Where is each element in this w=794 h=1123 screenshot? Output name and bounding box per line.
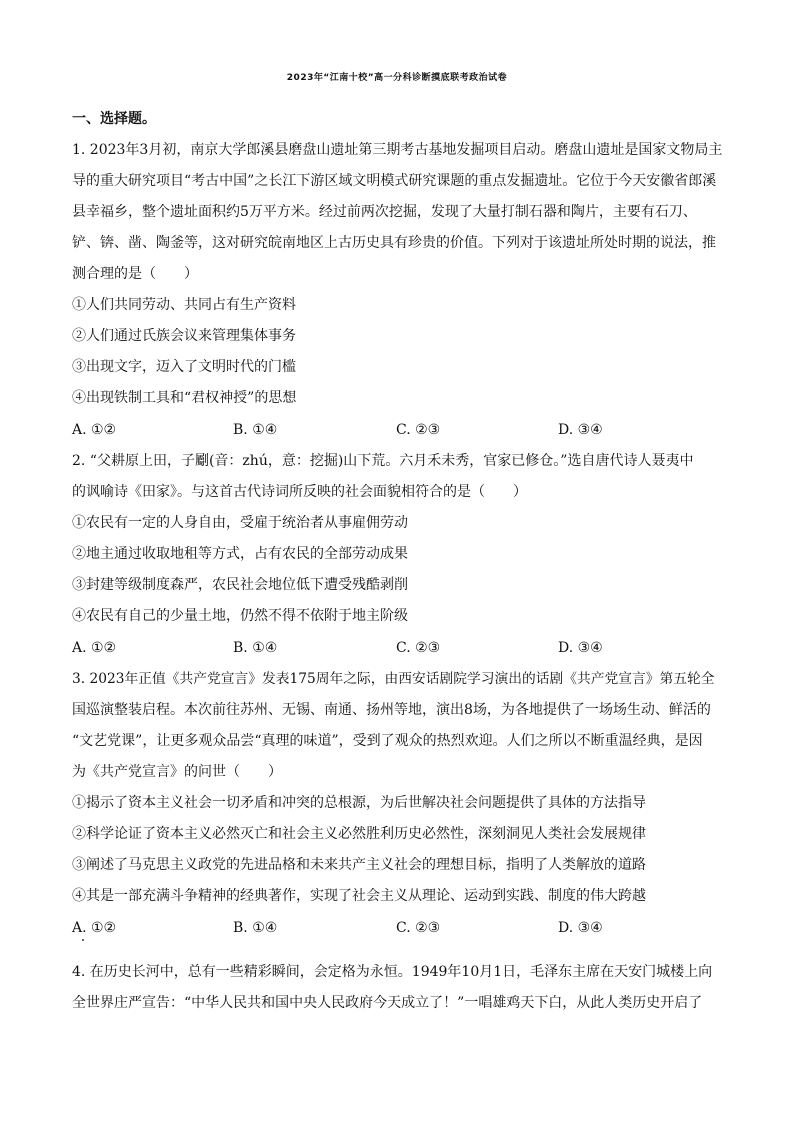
question-3-statement-1: ①揭示了资本主义社会一切矛盾和冲突的总根源，为后世解决社会问题提供了具体的方法指导 — [72, 795, 646, 811]
question-4-line-1: 4. 在历史长河中，总有一些精彩瞬间，会定格为永恒。1949年10月1日，毛泽东主席在天安门城楼上向 — [72, 964, 713, 980]
question-1-statement-2: ②人们通过氏族会议来管理集体事务 — [72, 328, 296, 344]
question-3-statement-2: ②科学论证了资本主义必然灭亡和社会主义必然胜利历史必然性，深刻洞见人类社会发展规律 — [72, 826, 646, 842]
question-2-line-2: 的讽喻诗《田家》。与这首古代诗词所反映的社会面貌相符合的是（ ） — [72, 484, 527, 500]
section-heading: 一、选择题。 — [72, 111, 156, 127]
question-1-line-1: 1. 2023年3月初，南京大学郎溪县磨盘山遗址第三期考古基地发掘项目启动。磨盘山遗址是国家文物局主 — [72, 142, 723, 158]
question-3-statement-3: ③阐述了马克思主义政党的先进品格和未来共产主义社会的理想目标，指明了人类解放的道路 — [72, 857, 646, 873]
question-3-option-d[interactable]: D. ③④ — [558, 920, 603, 936]
question-1-statement-3: ③出现文字，迈入了文明时代的门槛 — [72, 359, 296, 375]
question-1-line-2: 导的重大研究项目“考古中国”之长江下游区域文明模式研究课题的重点发掘遗址。它位于今天安徽省郎溪 — [72, 173, 717, 189]
question-2-option-d[interactable]: D. ③④ — [558, 640, 603, 656]
question-2-option-b[interactable]: B. ①④ — [233, 640, 278, 656]
question-2-statement-4: ④农民有自己的少量土地，仍然不得不依附于地主阶级 — [72, 608, 408, 624]
question-4-line-2: 全世界庄严宣告：“中华人民共和国中央人民政府今天成立了！”一唱雄鸡天下白，从此人类历史开启了 — [72, 995, 703, 1011]
stray-dot — [82, 939, 84, 941]
question-3-line-2: 国巡演整装启程。本次前往苏州、无锡、南通、扬州等地，演出8场，为各地提供了一场场生动、鲜活的 — [72, 702, 711, 718]
question-1-line-3: 县幸福乡，整个遗址面积约5万平方米。经过前两次挖掘，发现了大量打制石器和陶片，主要有石刀、 — [72, 204, 697, 220]
question-2-statement-1: ①农民有一定的人身自由，受雇于统治者从事雇佣劳动 — [72, 515, 408, 531]
question-1-line-4: 铲、锛、凿、陶釜等，这对研究皖南地区上古历史具有珍贵的价值。下列对于该遗址所处时期的说法，推 — [72, 235, 716, 251]
question-3-option-a[interactable]: A. ①② — [72, 920, 117, 936]
question-2-statement-2: ②地主通过收取地租等方式，占有农民的全部劳动成果 — [72, 546, 408, 562]
question-1-option-b[interactable]: B. ①④ — [233, 422, 278, 438]
question-1-option-a[interactable]: A. ①② — [72, 422, 117, 438]
question-2-option-a[interactable]: A. ①② — [72, 640, 117, 656]
question-1-line-5: 测合理的是（ ） — [72, 266, 198, 282]
question-3-option-b[interactable]: B. ①④ — [233, 920, 278, 936]
question-3-line-4: 为《共产党宣言》的问世（ ） — [72, 764, 282, 780]
question-1-option-c[interactable]: C. ②③ — [396, 422, 441, 438]
question-3-line-3: “文艺党课”，让更多观众品尝“真理的味道”，受到了观众的热烈欢迎。人们之所以不断重温经典，是因 — [72, 733, 703, 749]
question-2-option-c[interactable]: C. ②③ — [396, 640, 441, 656]
page-title: 2023年“江南十校”高一分科诊断摸底联考政治试卷 — [286, 73, 508, 83]
question-2-line-1: 2. “父耕原上田，子劚(音：zhú，意：挖掘)山下荒。六月禾未秀，官家已修仓。”选自唐代诗人聂夷中 — [72, 453, 694, 469]
question-1-statement-1: ①人们共同劳动、共同占有生产资料 — [72, 297, 296, 313]
question-1-statement-4: ④出现铁制工具和“君权神授”的思想 — [72, 390, 297, 406]
question-3-statement-4: ④其是一部充满斗争精神的经典著作，实现了社会主义从理论、运动到实践、制度的伟大跨越 — [72, 888, 646, 904]
question-3-line-1: 3. 2023年正值《共产党宣言》发表175周年之际，由西安话剧院学习演出的话剧《共产党宣言》第五轮全 — [72, 671, 715, 687]
question-2-statement-3: ③封建等级制度森严，农民社会地位低下遭受残酷剥削 — [72, 577, 408, 593]
question-3-option-c[interactable]: C. ②③ — [396, 920, 441, 936]
question-1-option-d[interactable]: D. ③④ — [558, 422, 603, 438]
